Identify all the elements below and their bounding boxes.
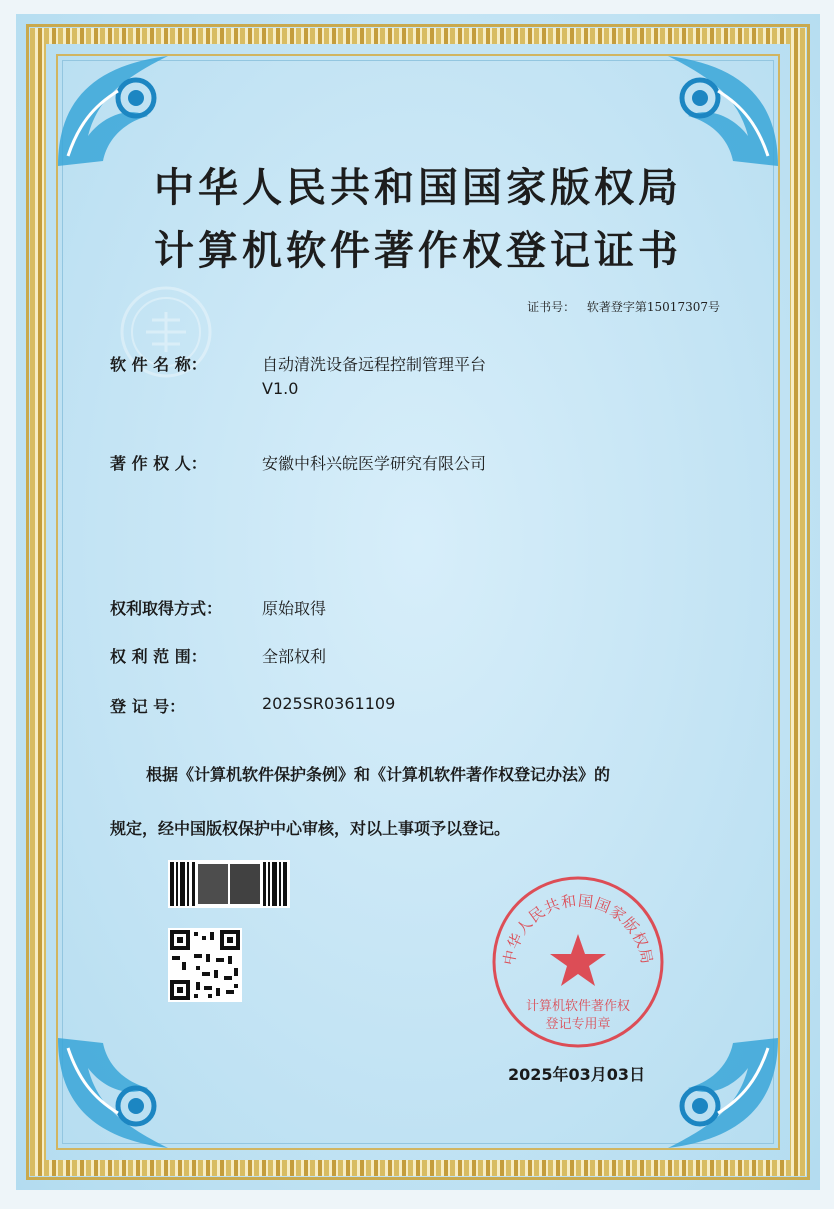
- official-seal-icon: [490, 874, 666, 1050]
- corner-ornament-icon: [658, 1028, 788, 1158]
- qr-code-icon: [168, 928, 242, 1002]
- seal-outer-text: 中华人民共和国国家版权局: [499, 891, 657, 967]
- seal-inner-text-2: 登记专用章: [545, 1017, 611, 1032]
- method-label: 权利取得方式：: [110, 599, 223, 618]
- owner-value: 安徽中科兴皖医学研究有限公司: [262, 454, 487, 473]
- reg-label: 登 记 号：: [110, 697, 186, 716]
- field-rights-scope: [110, 644, 326, 667]
- software-name-value: [262, 352, 486, 398]
- scope-value: 全部权利: [262, 647, 327, 666]
- statement-line-1: 根据《计算机软件保护条例》和《计算机软件著作权登记办法》的: [146, 765, 611, 784]
- issuer-title: 中华人民共和国国家版权局: [154, 164, 682, 211]
- software-version: V1.0: [262, 379, 299, 398]
- reg-value: 2025SR0361109: [262, 694, 396, 713]
- field-acquisition-method: [110, 596, 326, 619]
- certificate: [16, 14, 820, 1190]
- field-software-name: [110, 352, 486, 398]
- scope-label: 权 利 范 围：: [110, 647, 207, 666]
- issue-date: 2025年03月03日: [508, 1065, 646, 1084]
- certificate-number: [519, 298, 720, 315]
- method-value: 原始取得: [262, 599, 327, 618]
- field-owner: [110, 451, 486, 474]
- statement-line-2: 规定，经中国版权保护中心审核，对以上事项予以登记。: [110, 819, 511, 838]
- owner-label: 著 作 权 人：: [110, 454, 207, 473]
- field-registration-number: [110, 694, 395, 717]
- cert-no-value: 软著登字第15017307号: [586, 300, 720, 314]
- software-name-text: 自动清洗设备远程控制管理平台: [262, 355, 487, 374]
- barcode-icon: [168, 860, 290, 908]
- seal-inner-text-1: 计算机软件著作权: [525, 999, 631, 1014]
- cert-no-label: 证书号：: [527, 300, 576, 314]
- corner-ornament-icon: [48, 1028, 178, 1158]
- certificate-title: 计算机软件著作权登记证书: [154, 227, 682, 274]
- software-name-label: 软 件 名 称：: [110, 355, 207, 374]
